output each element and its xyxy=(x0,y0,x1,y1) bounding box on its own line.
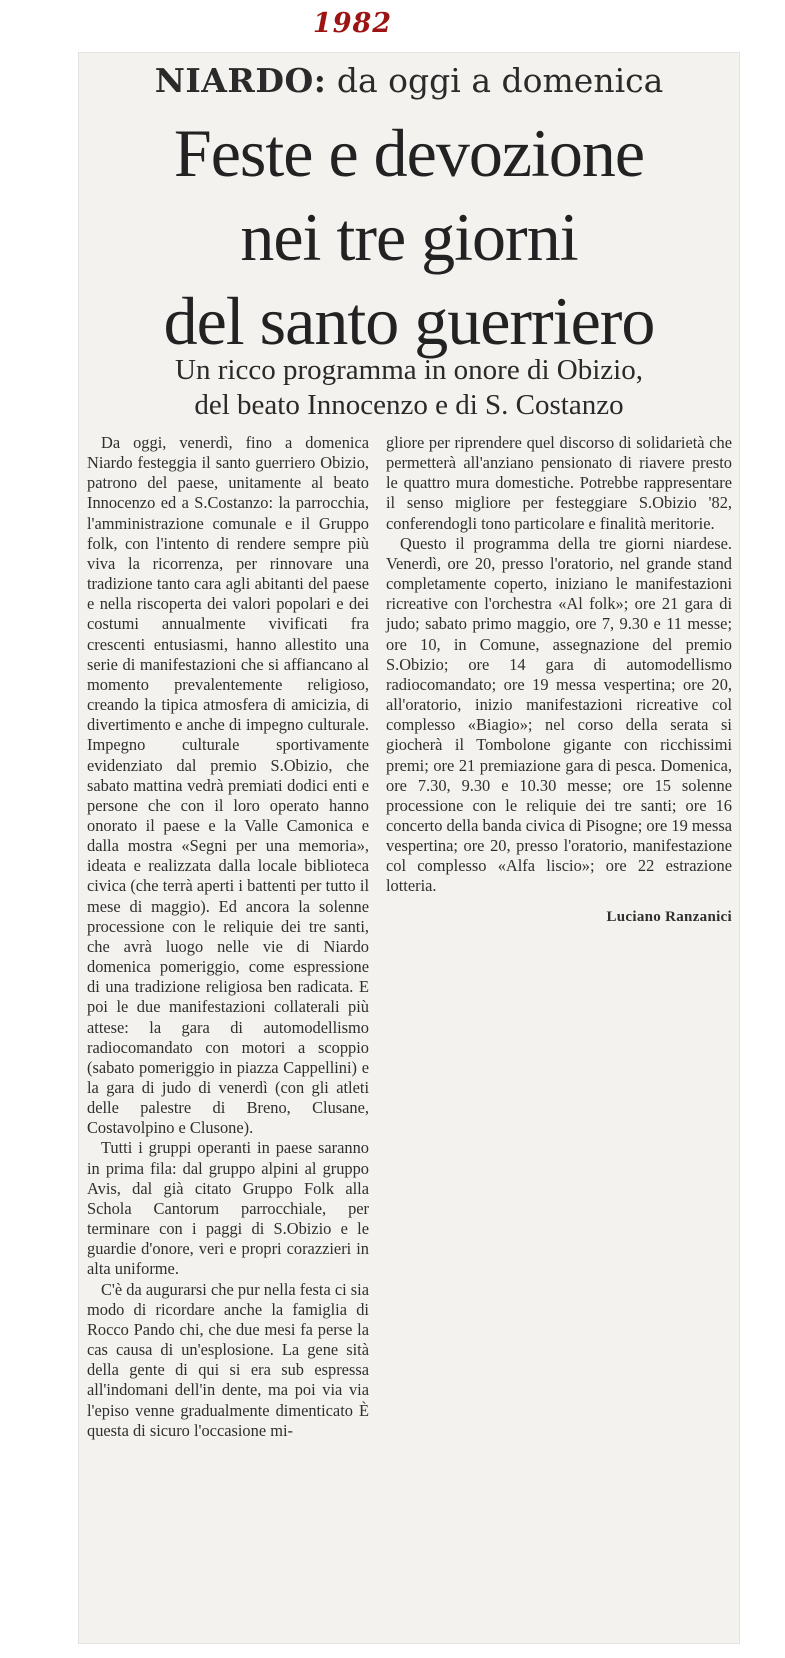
subheadline-line: Un ricco programma in onore di Obizio, xyxy=(175,354,643,386)
paragraph: gliore per riprendere quel discorso di solidarietà che permetterà all'anziano pensionato di riavere presto le quattro mura domestiche. Potrebbe rappresentare il senso migliore per festeggiare S.Obizio '82, conferendogli tono particolare e finalità meritorie. xyxy=(386,433,732,533)
article-column-2 xyxy=(386,433,732,927)
kicker-rest: da oggi a domenica xyxy=(336,61,664,100)
year-label: 1982 xyxy=(312,8,393,39)
subheadline xyxy=(79,353,739,423)
headline-line: nei tre giorni xyxy=(240,199,578,275)
subheadline-line: del beato Innocenzo e di S. Costanzo xyxy=(194,389,624,421)
headline xyxy=(79,111,739,363)
headline-line: Feste e devozione xyxy=(173,115,645,191)
paragraph: Da oggi, venerdì, fino a domenica Niardo festeggia il santo guerriero Obizio, patrono del paese, unitamente al beato Innocenzo ed a S.Costanzo: la parrocchia, l'amministrazione comunale e il Gruppo folk, con l'intento di rendere sempre più viva la ricorrenza, per rinnovare una tradizione tanto cara agli abitanti del paese e nella riscoperta dei valori popolari e dei costumi annualmente vivificati fra crescenti entusiasmi, hanno allestito una serie di manifestazioni che si affiancano al momento prevalentemente religioso, creando la tipica atmosfera di amicizia, di divertimento e anche di impegno culturale. Impegno culturale sportivamente evidenziato dal premio S.Obizio, che sabato mattina vedrà premiati dodici enti e persone che con il loro operato hanno onorato il paese e la Valle Camonica e dalla mostra «Segni per una memoria», ideata e realizzata dalla locale biblioteca civica (che terrà aperti i battenti per tutto il mese di maggio). Ed ancora la solenne processione con le reliquie dei tre santi, che avrà luogo nelle vie di Niardo domenica pomeriggio, come espressione di una tradizione religiosa ben radicata. E poi le due manifestazioni collaterali più attese: la gara di automodellismo radiocomandato con motori a scoppio (sabato pomeriggio in piazza Cappellini) e la gara di judo di venerdì (con gli atleti delle palestre di Breno, Clusane, Costavolpino e Clusone). xyxy=(87,433,369,1138)
paragraph: C'è da augurarsi che pur nella festa ci sia modo di ricordare anche la famiglia di Rocco Pando chi, che due mesi fa perse la cas causa di un'esplosione. La gene sità della gente di qui si era sub espressa all'indomani dell'in dente, ma poi via via l'episo venne gradualmente dimenticato È questa di sicuro l'occasione mi- xyxy=(87,1279,369,1440)
paragraph: Tutti i gruppi operanti in paese saranno in prima fila: dal gruppo alpini al gruppo Avis, dal già citato Gruppo Folk alla Schola Cantorum parrocchiale, per terminare con i paggi di S.Obizio e le guardie d'onore, veri e propri corazzieri in alta uniforme. xyxy=(87,1138,369,1279)
paragraph: Questo il programma della tre giorni niardese. Venerdì, ore 20, presso l'oratorio, nel grande stand completamente coperto, iniziano le manifestazioni ricreative con l'orchestra «Al folk»; ore 21 gara di judo; sabato primo maggio, ore 7, 9.30 e 11 messe; ore 10, in Comune, assegnazione del premio S.Obizio; ore 14 gara di automodellismo radiocomandato; ore 19 messa vespertina; ore 20, all'oratorio, inizio manifestazioni ricreative col complesso «Biagio»; nel corso della serata si giocherà il Tombolone gigante con ricchissimi premi; ore 21 premiazione gara di pesca. Domenica, ore 7.30, 9.30 e 10.30 messe; ore 15 solenne processione con le reliquie dei tre santi; ore 16 concerto della banda civica di Pisogne; ore 19 messa vespertina; ore 20, presso l'oratorio, manifestazione col complesso «Alfa liscio»; ore 22 estrazione lotteria. xyxy=(386,533,732,896)
headline-line: del santo guerriero xyxy=(163,283,655,359)
newspaper-clipping xyxy=(78,52,740,1644)
article-column-1 xyxy=(87,433,369,1441)
kicker xyxy=(79,61,739,100)
kicker-place: NIARDO: xyxy=(154,61,327,100)
byline: Luciano Ranzanici xyxy=(606,908,732,925)
